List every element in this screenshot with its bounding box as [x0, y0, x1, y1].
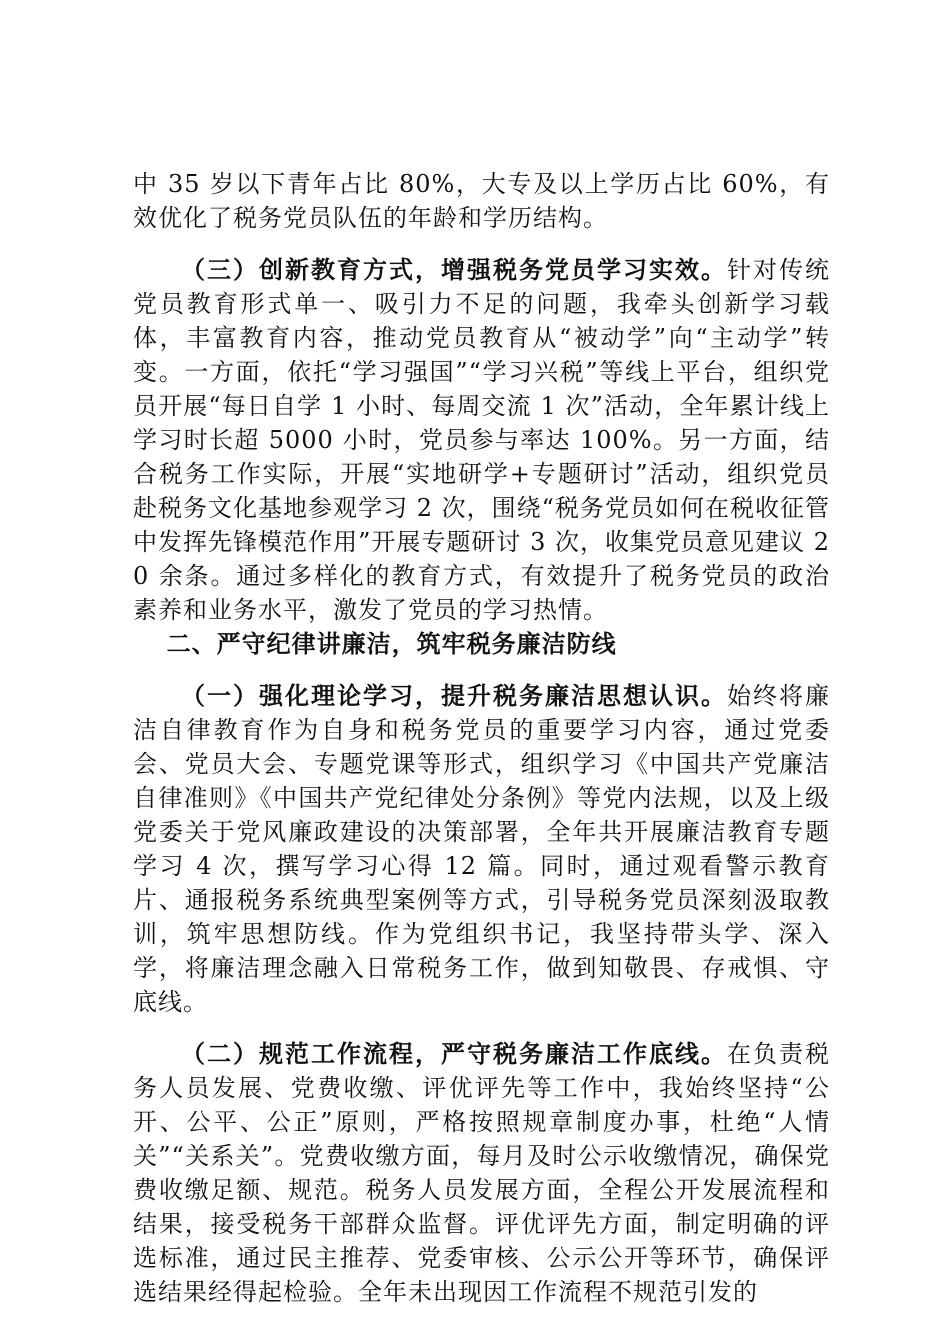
- paragraph-lead: （三）创新教育方式，增强税务党员学习实效。: [181, 256, 727, 284]
- paragraph-work-process: [133, 1037, 830, 1309]
- paragraph-text: 始终将廉洁自律教育作为自身和税务党员的重要学习内容，通过党委会、党员大会、专题党课等形式，组织学习《中国共产党廉洁自律准则》《中国共产党纪律处分条例》等党内法规，以及上级党委关于党风廉政建设的决策部署，全年共开展廉洁教育专题学习 4 次，撰写学习心得 12 篇。同时，通过观看警示教育片、通报税务系统典型案例等方式，引导税务党员深刻汲取教训，筑牢思想防线。作为党组织书记，我坚持带头学、深入学，将廉洁理念融入日常税务工作，做到知敬畏、存戒惧、守底线。: [133, 682, 830, 1016]
- paragraph-lead: （一）强化理论学习，提升税务廉洁思想认识。: [181, 682, 727, 710]
- paragraph-text: 在负责税务人员发展、党费收缴、评优评先等工作中，我始终坚持“公开、公平、公正”原则，严格按照规章制度办事，杜绝“人情关”“关系关”。党费收缴方面，每月及时公示收缴情况，确保党费收缴足额、规范。税务人员发展方面，全程公开发展流程和结果，接受税务干部群众监督。评优评先方面，制定明确的评选标准，通过民主推荐、党委审核、公示公开等环节，确保评选结果经得起检验。全年未出现因工作流程不规范引发的: [133, 1040, 830, 1306]
- paragraph-text: 中 35 岁以下青年占比 80%，大专及以上学历占比 60%，有效优化了税务党员队伍的年龄和学历结构。: [133, 170, 830, 232]
- section-heading: 二、严守纪律讲廉洁，筑牢税务廉洁防线: [166, 630, 617, 658]
- paragraph-lead: （二）规范工作流程，严守税务廉洁工作底线。: [181, 1040, 727, 1068]
- document-body: [133, 167, 830, 1309]
- paragraph-text: 针对传统党员教育形式单一、吸引力不足的问题，我牵头创新学习载体，丰富教育内容，推动党员教育从“被动学”向“主动学”转变。一方面，依托“学习强国”“学习兴税”等线上平台，组织党员开展“每日自学 1 小时、每周交流 1 次”活动，全年累计线上学习时长超 5000 小时，党员参与率达 100%。另一方面，结合税务工作实际，开展“实地研学+专题研讨”活动，组织党员赴税务文化基地参观学习 2 次，围绕“税务党员如何在税收征管中发挥先锋模范作用”开展专题研讨 3 次，收集党员意见建议 20 余条。通过多样化的教育方式，有效提升了税务党员的政治素养和业务水平，激发了党员的学习热情。: [133, 256, 830, 624]
- paragraph-education-methods: [133, 253, 830, 627]
- paragraph-continued: [133, 167, 830, 235]
- paragraph-theory-study: [133, 679, 830, 1019]
